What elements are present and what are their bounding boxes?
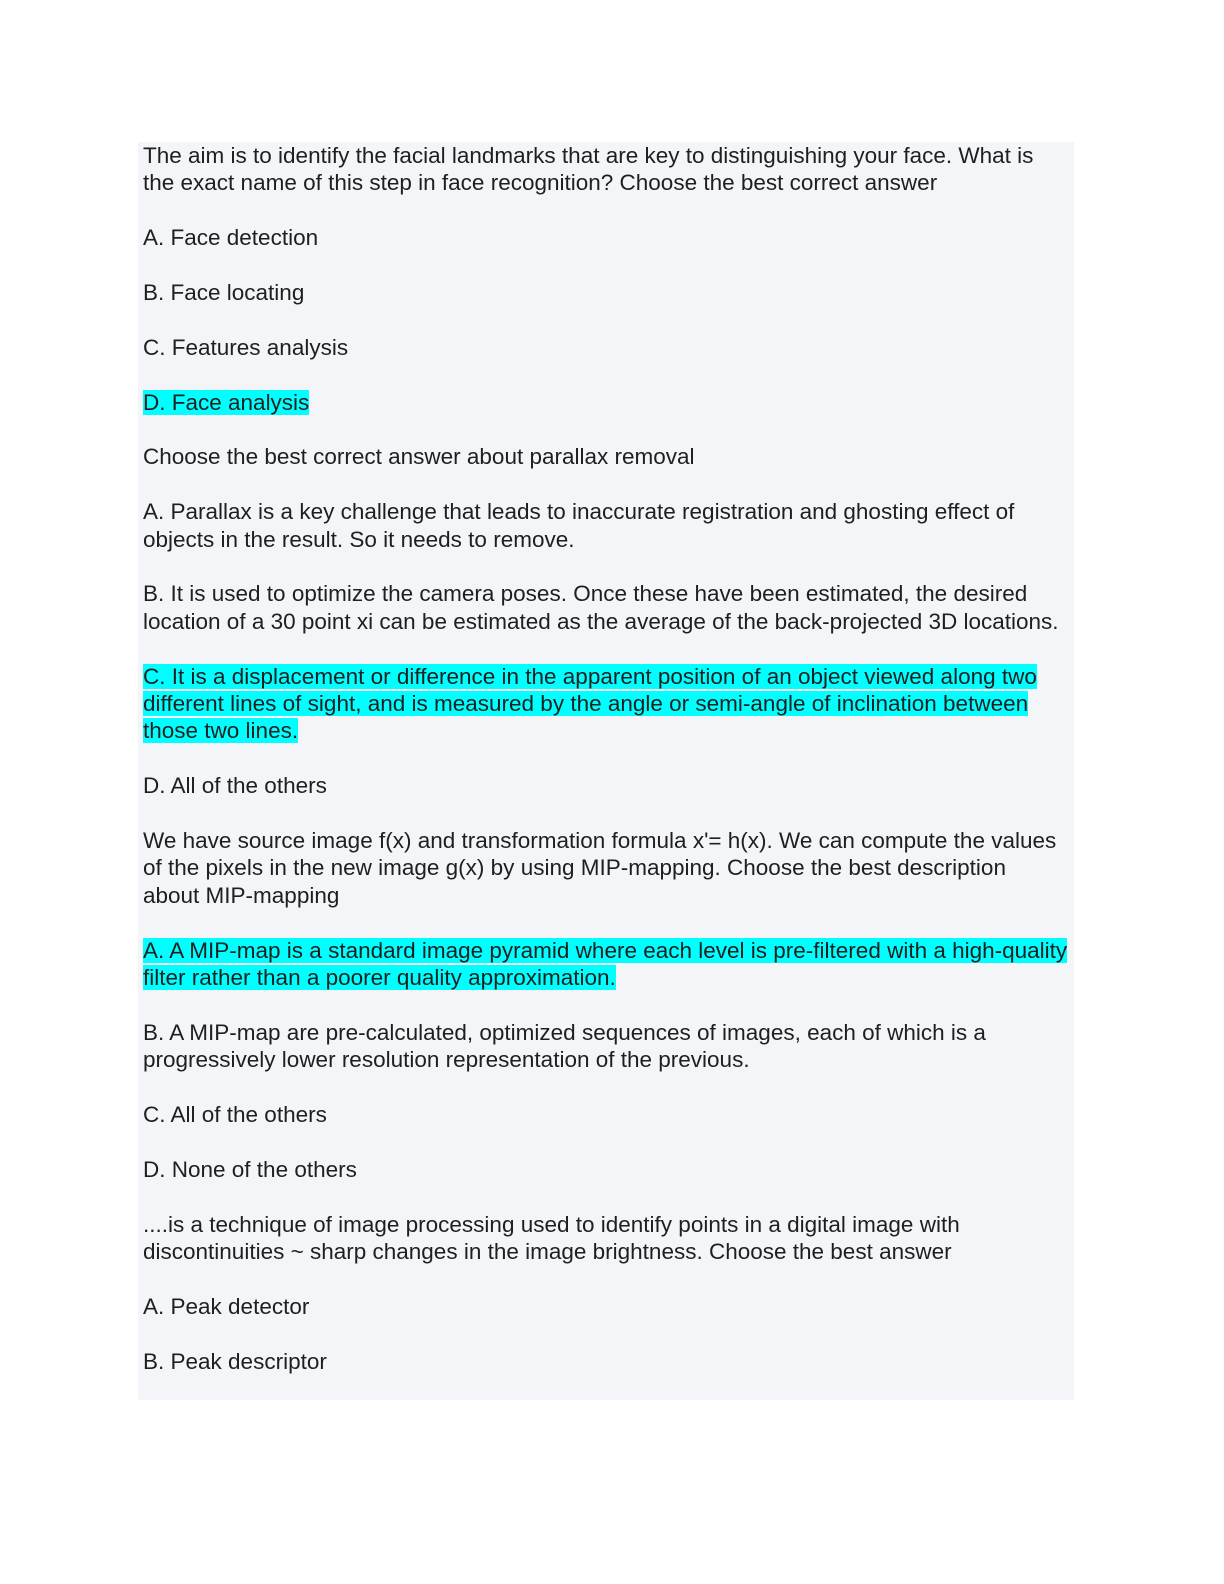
question-2-option-b — [143, 580, 1068, 635]
option-text: A. Parallax is a key challenge that leads to inaccurate registration and ghosting effect of objects in the result. So it needs to remove. — [143, 499, 1015, 552]
question-2-option-a — [143, 498, 1068, 553]
question-2-option-c — [143, 663, 1068, 745]
question-3-option-b — [143, 1019, 1068, 1074]
question-1-option-d — [143, 389, 1068, 416]
highlighted-answer: C. It is a displacement or difference in the apparent position of an object viewed along two different lines of sight, and is measured by the angle or semi-angle of inclination between those two lines. — [143, 663, 1037, 744]
question-1-option-b — [143, 279, 1068, 306]
question-2-option-d — [143, 772, 1068, 799]
highlighted-answer: A. A MIP-map is a standard image pyramid where each level is pre-filtered with a high-quality filter rather than a poorer quality approximation. — [143, 937, 1068, 991]
option-text: B. Peak descriptor — [143, 1348, 327, 1374]
option-text: B. A MIP-map are pre-calculated, optimized sequences of images, each of which is a progressively lower resolution representation of the previous. — [143, 1019, 986, 1073]
question-1-option-c — [143, 334, 1068, 361]
option-text: D. All of the others — [143, 773, 327, 799]
question-3-option-d — [143, 1156, 1068, 1183]
question-3-option-c — [143, 1101, 1068, 1128]
question-2-prompt: Choose the best correct answer about parallax removal — [143, 444, 695, 470]
question-4-prompt: ....is a technique of image processing used to identify points in a digital image with discontinuities ~ sharp changes in the image brightness. Choose the best answer — [143, 1211, 960, 1265]
option-text: C. Features analysis — [143, 334, 349, 360]
question-4-option-a — [143, 1293, 1068, 1320]
question-3-option-a — [143, 937, 1068, 992]
question-3-prompt: We have source image f(x) and transformation formula x'= h(x). We can compute the values of the pixels in the new image g(x) by using MIP-mapping. Choose the best description about MIP-mapping — [143, 828, 1057, 908]
question-1-option-a — [143, 224, 1068, 251]
option-text: A. Peak detector — [143, 1293, 310, 1319]
document-content — [143, 142, 1068, 1402]
option-text: B. Face locating — [143, 280, 305, 305]
question-1-prompt: The aim is to identify the facial landmarks that are key to distinguishing your face. What is the exact name of this step in face recognition? Choose the best correct answer — [143, 143, 1034, 196]
option-text: A. Face detection — [143, 225, 319, 251]
question-4-option-b — [143, 1348, 1068, 1375]
option-text: B. It is used to optimize the camera poses. Once these have been estimated, the desired location of a 30 point xi can be estimated as the average of the back-projected 3D locations. — [143, 581, 1059, 634]
option-text: C. All of the others — [143, 1102, 327, 1128]
highlighted-answer: D. Face analysis — [143, 389, 310, 415]
option-text: D. None of the others — [143, 1156, 357, 1182]
